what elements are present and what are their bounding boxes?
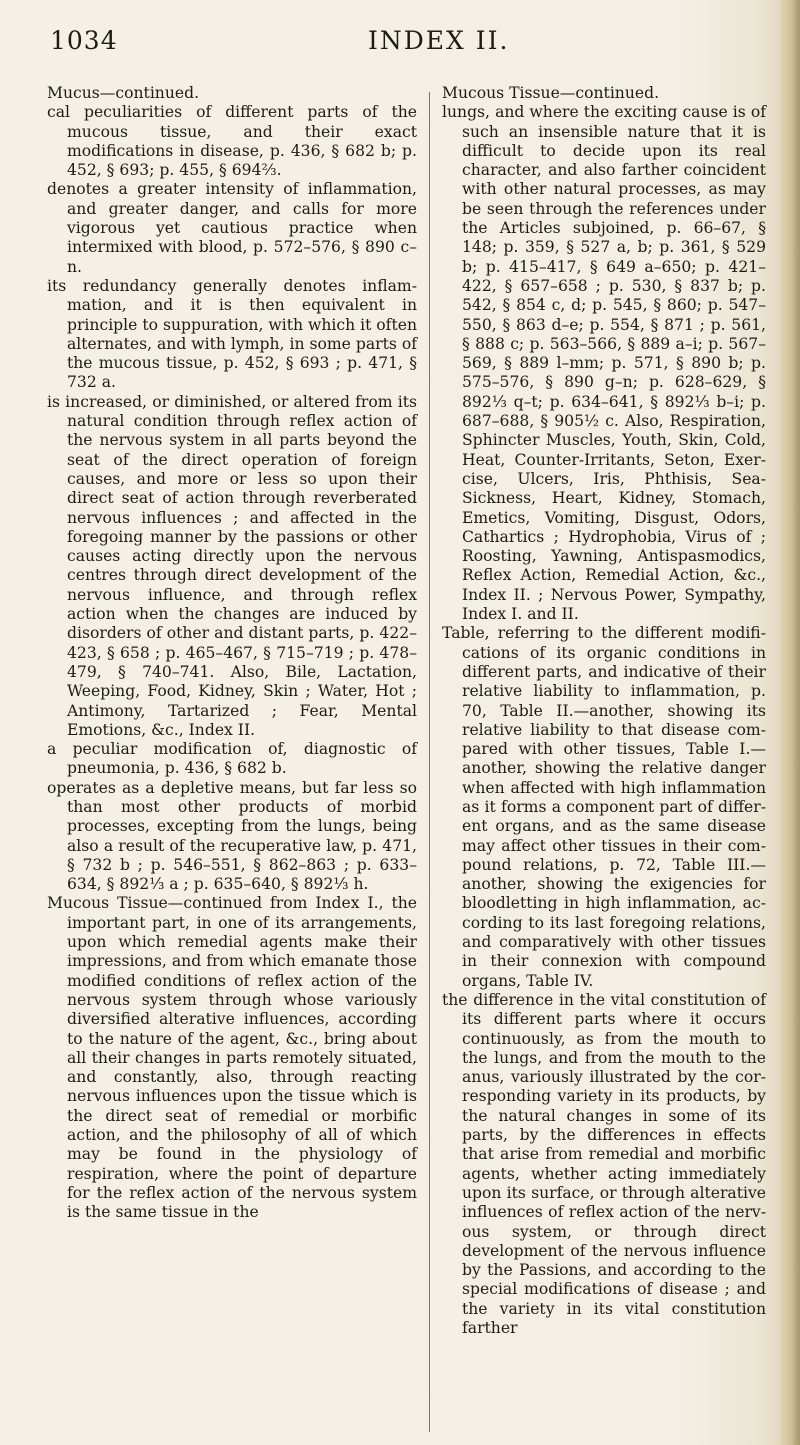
entry-heading: Mucous Tissue—continued from Index I., the important part, in one of its arrangements, upon which remedial agents make their impressions, and from which emanate those modified conditions of reflex action of the nervous system through whose variously diversified alterative influences, according to the nature of the agent, &c., bring about all their changes in parts remotely situated, and constantly, also, through reacting nervous influences upon the tissue which is the direct seat of remedial or morbific action, and the philosophy of all of which may be found in the physiology of respiration, where the point of departure for the reflex action of the nervous system is the same tissue in the bbox=[47, 894, 417, 1222]
page-number: 1034 bbox=[50, 26, 118, 55]
index-entry: denotes a greater intensity of inflammation, and greater danger, and calls for more vigorous yet cautious practice when intermixed with blood, p. 572–576, § 890 c–n. bbox=[47, 180, 417, 276]
index-entry: is increased, or diminished, or altered from its natural condition through reflex action of the nervous system in all parts beyond the seat of the direct operation of foreign causes, and more or less so upon their direct seat of action through reverberated nervous influences ; and affected in the foregoing manner by the passions or other causes acting directly upon the nervous centres through direct development of the nervous influence, and through reflex action when the changes are induced by disorders of other and distant parts, p. 422–423, § 658 ; p. 465–467, § 715–719 ; p. 478–479, § 740–741. Also, Bile, Lactation, Weeping, Food, Kidney, Skin ; Water, Hot ; Antimony, Tartarized ; Fear, Mental Emotions, &c., Index II. bbox=[47, 392, 417, 739]
right-column bbox=[442, 84, 766, 1338]
page-edge-shadow bbox=[778, 0, 800, 1445]
entry-heading: Mucous Tissue—continued. bbox=[442, 84, 660, 102]
page-header bbox=[0, 26, 800, 66]
running-title: INDEX II. bbox=[368, 26, 510, 55]
index-entry: Table, referring to the different modifications of its organic conditions in different parts, and indicative of their relative liability to inflammation, p. 70, Table II.—another, showing its relative liability to that disease compared with other tissues, Table I.—another, showing the relative danger when affected with high inflammation as it forms a component part of different organs, and as the same disease may affect other tissues in their compound relations, p. 72, Table III.—another, showing the exigencies for bloodletting in high inflammation, according to its last foregoing relations, and comparatively with other tissues in their connexion with compound organs, Table IV. bbox=[442, 624, 766, 990]
index-entry: a peculiar modification of, diagnostic of pneumonia, p. 436, § 682 b. bbox=[47, 740, 417, 778]
column-divider bbox=[429, 92, 430, 1432]
index-entry: the difference in the vital constitution of its different parts where it occurs continuously, as from the mouth to the lungs, and from the mouth to the anus, variously illustrated by the corresponding variety in its products, by the natural changes in some of its parts, by the differences in effects that arise from remedial and morbific agents, whether acting immediately upon its surface, or through alterative influences of reflex action of the nervous system, or through direct development of the nervous influence by the Passions, and according to the special modifications of disease ; and the variety in its vital constitution farther bbox=[442, 990, 766, 1337]
index-entry: its redundancy generally denotes inflammation, and it is then equivalent in principle to suppuration, with which it often alternates, and with lymph, in some parts of the mucous tissue, p. 452, § 693 ; p. 471, § 732 a. bbox=[47, 276, 417, 392]
index-entry: operates as a depletive means, but far less so than most other products of morbid processes, excepting from the lungs, being also a result of the recuperative law, p. 471, § 732 b ; p. 546–551, § 862–863 ; p. 633–634, § 892⅓ a ; p. 635–640, § 892⅓ h. bbox=[47, 778, 417, 894]
index-entry: cal peculiarities of different parts of the mucous tissue, and their exact modifications in disease, p. 436, § 682 b; p. 452, § 693; p. 455, § 694⅔. bbox=[47, 103, 417, 180]
index-entry: lungs, and where the exciting cause is of such an insensible nature that it is difficult to decide upon its real character, and also farther coincident with other natural processes, as may be seen through the references under the Articles subjoined, p. 66–67, § 148; p. 359, § 527 a, b; p. 361, § 529 b; p. 415–417, § 649 a–650; p. 421–422, § 657–658 ; p. 530, § 837 b; p. 542, § 854 c, d; p. 545, § 860; p. 547–550, § 863 d–e; p. 554, § 871 ; p. 561, § 888 c; p. 563–566, § 889 a–i; p. 567–569, § 889 l–mm; p. 571, § 890 b; p. 575–576, § 890 g–n; p. 628–629, § 892⅓ q–t; p. 634–641, § 892⅓ b–i; p. 687–688, § 905½ c. Also, Respiration, Sphincter Muscles, Youth, Skin, Cold, Heat, Counter-Irritants, Seton, Exercise, Ulcers, Iris, Phthisis, Sea-Sickness, Heart, Kidney, Stomach, Emetics, Vomiting, Disgust, Odors, Cathartics ; Hydrophobia, Virus of ; Roosting, Yawning, Antispasmodics, Reflex Action, Remedial Action, &c., Index II. ; Nervous Power, Sympathy, Index I. and II. bbox=[442, 103, 766, 624]
left-column bbox=[47, 84, 417, 1223]
entry-heading: Mucus—continued. bbox=[47, 84, 200, 102]
